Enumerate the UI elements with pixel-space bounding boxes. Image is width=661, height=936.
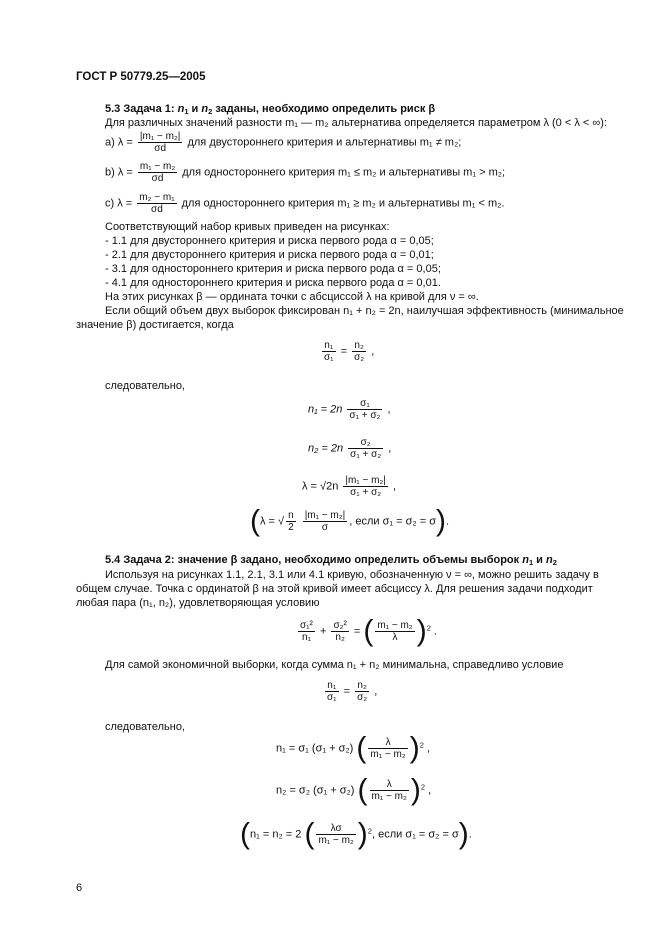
section-5-3-heading: 5.3 Задача 1: $n_1$ и $n_2$ заданы, необходимо определить риск β: [105, 103, 436, 116]
paragraph: Для различных значений разности m₁ — m₂ альтернатива определяется параметром λ (0 < λ < ∞):: [105, 117, 607, 129]
heading-text: 5.3 Задача 1:: [105, 103, 178, 115]
paragraph: значение β) достигается, когда: [76, 319, 234, 331]
equation-ratio-2: $\frac{\text{n₁}}{\text{σ₁}}$ = $\frac{\text{n₂}}{\text{σ₂}}$ ,: [327, 680, 378, 703]
paragraph: На этих рисунках β — ордината точки с абсциссой λ на кривой для ν = ∞.: [105, 291, 479, 303]
equation-lambda-equal-sigma: (λ = √ $\frac{n}{2}$ $\frac{\text{|m₁ − m₂|}}{\sigma}$ , если σ₁ = σ₂ = σ).: [250, 504, 450, 538]
paragraph: Если общий объем двух выборок фиксирован n₁ + n₂ = 2n, наилучшая эффективность (минимальное: [105, 305, 624, 317]
formula-text: для двустороннего критерия и альтернативы m₁ ≠ m₂;: [187, 136, 462, 149]
equation-n2: n₂ = 2n $\frac{\text{σ₂}}{\text{σ₁ + σ₂}}$ ,: [308, 437, 392, 460]
heading-text: 5.4 Задача 2: значение β задано, необходимо определить объемы выборок: [105, 554, 523, 566]
paragraph: следовательно,: [105, 380, 185, 392]
equation-condition: $\frac{\text{σ₁²}}{\text{n₁}}$ + $\frac{\text{σ₂²}}{\text{n₂}}$ = ( $\frac{\text{m₁ − m₂}}{\lambda}$ )$^2$ .: [300, 614, 437, 648]
formula-a: [105, 131, 461, 154]
formula-text: для одностороннего критерия m₁ ≤ m₂ и альтернативы m₁ > m₂;: [182, 166, 506, 179]
section-5-4-heading: 5.4 Задача 2: значение β задано, необходимо определить объемы выборок $n_1$ и $n_2$: [105, 554, 557, 567]
paragraph: Соответствующий набор кривых приведен на рисунках:: [105, 221, 390, 233]
equation-equal-sigma: (n₁ = n₂ = 2 ( $\frac{\lambda\sigma}{\text{m₁ − m₂}}$ )$^2$, если σ₁ = σ₂ = σ).: [240, 817, 472, 851]
formula-b: [105, 161, 505, 184]
document-id: ГОСТ Р 50779.25—2005: [76, 71, 206, 83]
formula-c: [105, 192, 504, 215]
paragraph: Для самой экономичной выборки, когда сумма n₁ + n₂ минимальна, справедливо условие: [105, 659, 564, 671]
fraction: $\frac{\text{|m₁ − m₂|}}{\sigma d}$: [139, 131, 181, 154]
paragraph: любая пара (n₁, n₂), удовлетворяющая условию: [76, 597, 320, 609]
list-item: - 1.1 для двустороннего критерия и риска первого рода α = 0,05;: [105, 235, 434, 247]
paragraph: следовательно,: [105, 721, 185, 733]
fraction: $\frac{\text{m₁ − m₂}}{\sigma d}$: [139, 161, 176, 184]
page-number: 6: [76, 882, 83, 894]
heading-text-tail: заданы, необходимо определить риск β: [212, 103, 436, 115]
equation-n1-min: n₁ = σ₁ (σ₁ + σ₂) ( $\frac{\lambda}{\text{m₁ − m₂}}$ )$^2$ ,: [276, 731, 431, 765]
equation-lambda: λ = √2n $\frac{\text{|m₁ − m₂|}}{\text{σ₁ + σ₂}}$ ,: [302, 475, 397, 498]
formula-text: для одностороннего критерия m₁ ≥ m₂ и альтернативы m₁ < m₂.: [181, 197, 505, 210]
equation-ratio: $\frac{\text{n₁}}{\text{σ₁}}$ = $\frac{\text{n₂}}{\text{σ₂}}$ ,: [324, 340, 375, 363]
equation-n1: n₁ = 2n $\frac{\text{σ₁}}{\text{σ₁ + σ₂}}$ ,: [308, 398, 391, 421]
formula-label: a) λ =: [105, 136, 133, 149]
list-item: - 4.1 для одностороннего критерия и риска первого рода α = 0,01.: [105, 277, 441, 289]
fraction: $\frac{\text{m₂ − m₁}}{\sigma d}$: [139, 192, 175, 215]
paragraph: Используя на рисунках 1.1, 2.1, 3.1 или 4.1 кривую, обозначенную ν = ∞, можно решить задачу в: [105, 569, 599, 581]
list-item: - 3.1 для одностороннего критерия и риска первого рода α = 0,05;: [105, 263, 441, 275]
paragraph: общем случае. Точка с ординатой β на этой кривой имеет абсциссу λ. Для решения задачи подходит: [76, 583, 593, 595]
equation-n2-min: n₂ = σ₂ (σ₁ + σ₂) ( $\frac{\lambda}{\text{m₁ − m₂}}$ )$^2$ ,: [276, 773, 432, 807]
formula-label: b) λ =: [105, 166, 133, 179]
formula-label: c) λ =: [105, 197, 133, 210]
list-item: - 2.1 для двустороннего критерия и риска первого рода α = 0,01;: [105, 249, 434, 261]
